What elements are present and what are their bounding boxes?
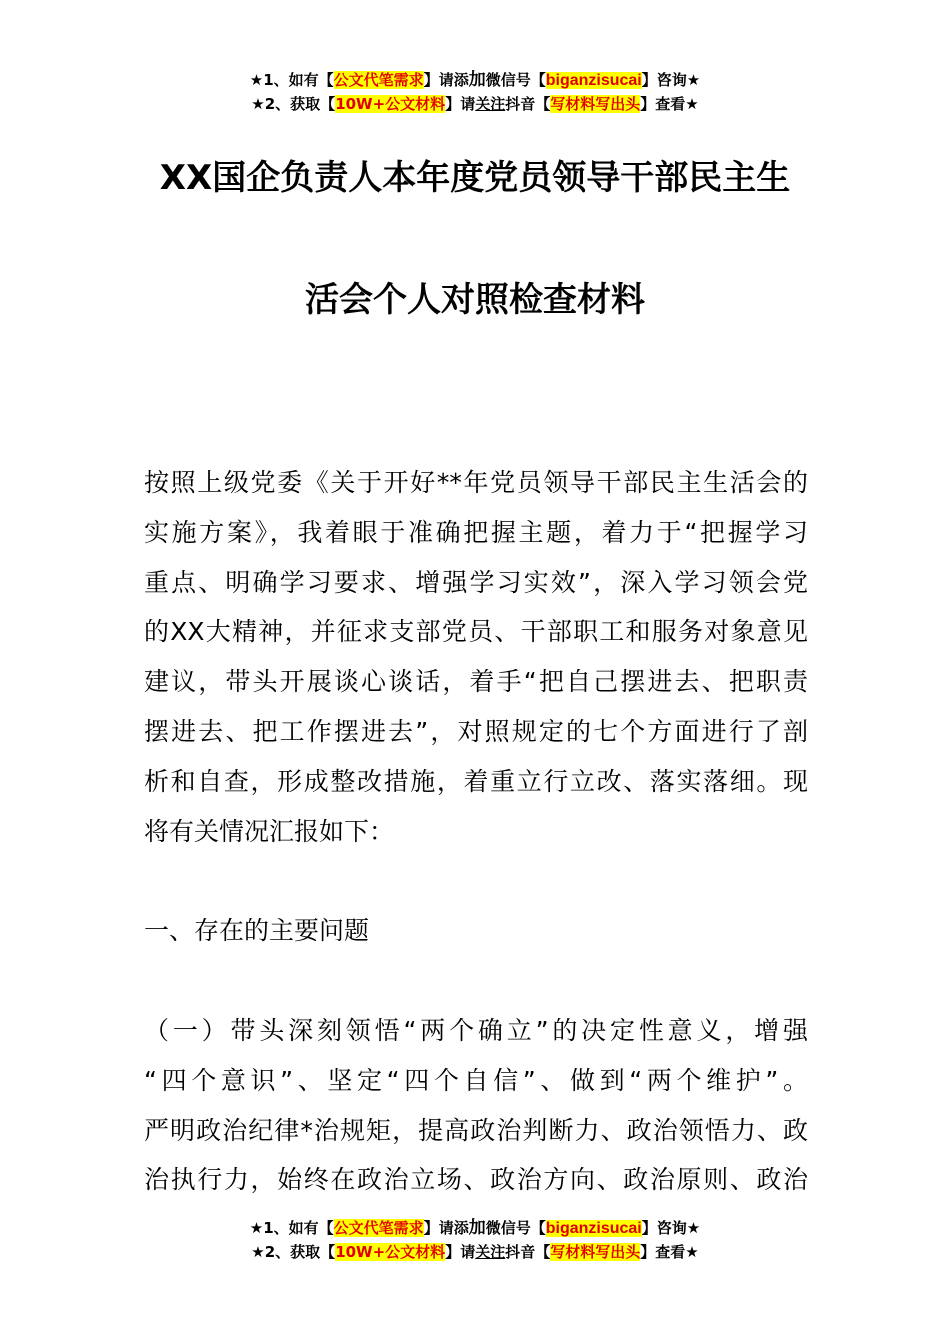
text-line: 按照上级党委《关于开好**年党员领导干部民主生活会的 <box>144 468 808 497</box>
banner-line-1: ★1、如有【公文代笔需求】请添加微信号【biganzisucai】咨询★ <box>249 1218 701 1238</box>
banner-highlight-materials: 10W+公文材料 <box>335 95 446 113</box>
top-banner <box>0 68 950 116</box>
banner-douyin-account: 写材料写出头 <box>550 95 641 113</box>
text-line: 的XX大精神，并征求支部党员、干部职工和服务对象意见 <box>144 617 808 647</box>
banner-line-2: ★2、获取【10W+公文材料】请关注抖音【写材料写出头】查看★ <box>251 95 699 113</box>
banner-wechat-id: biganzisucai <box>545 1220 642 1237</box>
text-line: 将有关情况汇报如下： <box>144 816 395 846</box>
banner-line-2: ★2、获取【10W+公文材料】请关注抖音【写材料写出头】查看★ <box>251 1243 699 1261</box>
section-heading: 一、存在的主要问题 <box>144 916 370 945</box>
text-line: 治执行力，始终在政治立场、政治方向、政治原则、政治 <box>144 1165 808 1195</box>
text-line: 析和自查，形成整改措施，着重立行立改、落实落细。现 <box>144 766 808 796</box>
text-line: 建议，带头开展谈心谈话，着手“把自己摆进去、把职责 <box>144 667 808 697</box>
document-title-line-2: 活会个人对照检查材料 <box>305 280 645 320</box>
text-line: 严明政治纪律*治规矩，提高政治判断力、政治领悟力、政 <box>144 1115 808 1145</box>
banner-highlight-service: 公文代笔需求 <box>333 71 424 89</box>
text-line: （一）带头深刻领悟“两个确立”的决定性意义，增强 <box>144 1016 808 1045</box>
bottom-banner <box>0 1216 950 1264</box>
item-1-paragraph <box>144 1006 808 1205</box>
banner-line-1: ★1、如有【公文代笔需求】请添加微信号【biganzisucai】咨询★ <box>249 70 701 90</box>
banner-highlight-materials: 10W+公文材料 <box>335 1243 446 1261</box>
banner-douyin-account: 写材料写出头 <box>550 1243 641 1261</box>
banner-highlight-service: 公文代笔需求 <box>333 1219 424 1237</box>
text-line: 实施方案》，我着眼于准确把握主题，着力于“把握学习 <box>144 517 808 547</box>
intro-paragraph <box>144 458 808 856</box>
document-title-line-1: XX国企负责人本年度党员领导干部民主生 <box>159 158 791 198</box>
text-line: 重点、明确学习要求、增强学习实效”，深入学习领会党 <box>144 567 808 597</box>
text-line: 摆进去、把工作摆进去”，对照规定的七个方面进行了剖 <box>144 716 808 746</box>
banner-wechat-id: biganzisucai <box>545 72 642 89</box>
text-line: “四个意识”、坚定“四个自信”、做到“两个维护”。 <box>144 1065 808 1095</box>
